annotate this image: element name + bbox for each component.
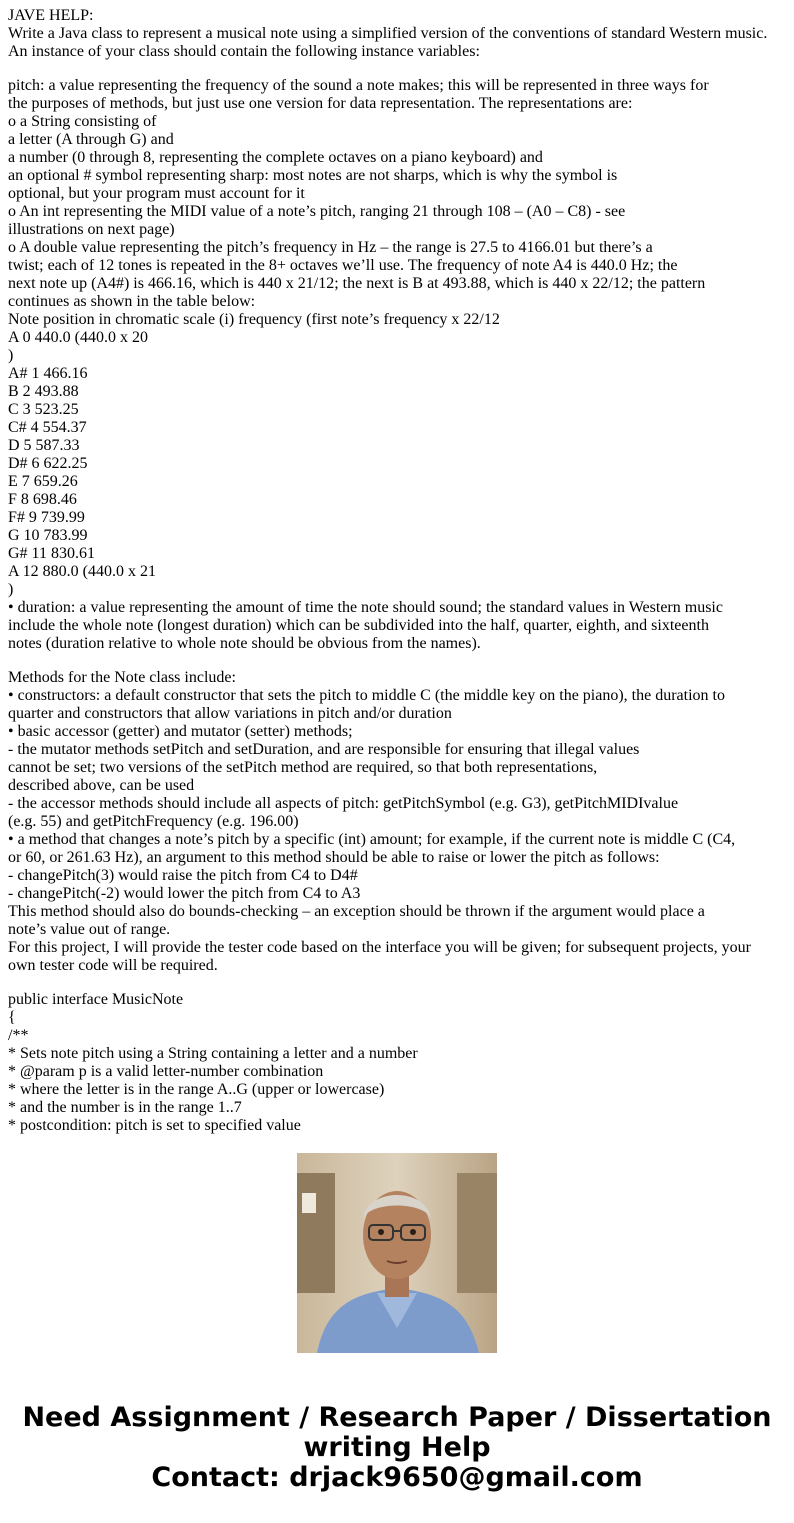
text-line: G 10 783.99 [8, 527, 88, 544]
text-line: continues as shown in the table below: [8, 293, 256, 310]
text-line: * where the letter is in the range A..G (upper or lowercase) [8, 1081, 385, 1098]
text-line: E 7 659.26 [8, 473, 78, 490]
text-line: quarter and constructors that allow variations in pitch and/or duration [8, 705, 452, 722]
portrait-image [297, 1153, 497, 1353]
paragraph [8, 7, 788, 61]
text-line: A# 1 466.16 [8, 365, 88, 382]
text-line: twist; each of 12 tones is repeated in the 8+ octaves we’ll use. The frequency of note A4 is 440.0 Hz; the [8, 257, 678, 274]
text-line: include the whole note (longest duration) which can be subdivided into the half, quarter, eighth, and sixteenth [8, 617, 709, 634]
text-line: Methods for the Note class include: [8, 669, 236, 686]
text-line: B 2 493.88 [8, 383, 79, 400]
text-line: ) [8, 581, 14, 598]
text-line: JAVE HELP: [8, 7, 94, 24]
text-line: G# 11 830.61 [8, 545, 95, 562]
text-line: o a String consisting of [8, 113, 157, 130]
text-line: o A double value representing the pitch’s frequency in Hz – the range is 27.5 to 4166.01 but there’s a [8, 239, 653, 256]
promo-footer [0, 1403, 794, 1493]
promo-line-1: Need Assignment / Research Paper / Dissertation [22, 1402, 772, 1433]
text-line: • a method that changes a note’s pitch by a specific (int) amount; for example, if the current note is middle C (C4, [8, 831, 736, 848]
text-line: /** [8, 1027, 29, 1044]
text-line: This method should also do bounds-checking – an exception should be thrown if the argument would place a [8, 903, 705, 920]
text-line: illustrations on next page) [8, 221, 175, 238]
text-line: An instance of your class should contain the following instance variables: [8, 43, 480, 60]
paragraph-gap [8, 61, 788, 77]
text-line: * @param p is a valid letter-number combination [8, 1063, 324, 1080]
paragraph [8, 669, 788, 975]
author-photo [297, 1153, 497, 1353]
text-line: or 60, or 261.63 Hz), an argument to this method should be able to raise or lower the pitch as follows: [8, 849, 660, 866]
text-line: the purposes of methods, but just use one version for data representation. The representations are: [8, 95, 633, 112]
text-line: * Sets note pitch using a String containing a letter and a number [8, 1045, 418, 1062]
paragraph-gap [8, 975, 788, 991]
text-line: a letter (A through G) and [8, 131, 174, 148]
text-line: note’s value out of range. [8, 921, 171, 938]
text-line: * and the number is in the range 1..7 [8, 1099, 242, 1116]
text-line: • basic accessor (getter) and mutator (setter) methods; [8, 723, 353, 740]
text-line: C# 4 554.37 [8, 419, 87, 436]
text-line: own tester code will be required. [8, 957, 218, 974]
text-line: notes (duration relative to whole note should be obvious from the names). [8, 635, 481, 652]
text-line: - changePitch(3) would raise the pitch from C4 to D4# [8, 867, 358, 884]
text-line: A 0 440.0 (440.0 x 20 [8, 329, 148, 346]
text-line: cannot be set; two versions of the setPitch method are required, so that both representations, [8, 759, 598, 776]
text-line: * postcondition: pitch is set to specified value [8, 1117, 301, 1134]
text-line: - changePitch(-2) would lower the pitch from C4 to A3 [8, 885, 361, 902]
promo-line-2: writing Help [303, 1432, 491, 1463]
question-document [8, 7, 788, 1134]
text-line: public interface MusicNote [8, 991, 184, 1008]
text-line: a number (0 through 8, representing the complete octaves on a piano keyboard) and [8, 149, 543, 166]
text-line: F 8 698.46 [8, 491, 77, 508]
text-line: Write a Java class to represent a musical note using a simplified version of the conventions of standard Western music. [8, 25, 768, 42]
paragraph [8, 991, 788, 1135]
text-line: F# 9 739.99 [8, 509, 85, 526]
text-line: D# 6 622.25 [8, 455, 88, 472]
text-line: • constructors: a default constructor that sets the pitch to middle C (the middle key on the piano), the duration to [8, 687, 725, 704]
text-line: D 5 587.33 [8, 437, 80, 454]
text-line: { [8, 1009, 16, 1026]
text-line: - the mutator methods setPitch and setDuration, and are responsible for ensuring that illegal values [8, 741, 640, 758]
text-line: described above, can be used [8, 777, 195, 794]
text-line: optional, but your program must account for it [8, 185, 305, 202]
contact-line: Contact: drjack9650@gmail.com [151, 1462, 643, 1493]
text-line: o An int representing the MIDI value of a note’s pitch, ranging 21 through 108 – (A0 – C8) - see [8, 203, 626, 220]
text-line: C 3 523.25 [8, 401, 79, 418]
text-line: - the accessor methods should include all aspects of pitch: getPitchSymbol (e.g. G3), getPitchMIDIvalue [8, 795, 679, 812]
text-line: an optional # symbol representing sharp: most notes are not sharps, which is why the symbol is [8, 167, 618, 184]
text-line: Note position in chromatic scale (i) frequency (first note’s frequency x 22/12 [8, 311, 500, 328]
paragraph-gap [8, 653, 788, 669]
text-line: A 12 880.0 (440.0 x 21 [8, 563, 156, 580]
paragraph [8, 77, 788, 653]
text-line: ) [8, 347, 14, 364]
text-line: For this project, I will provide the tester code based on the interface you will be given; for subsequent projects, your [8, 939, 751, 956]
text-line: next note up (A4#) is 466.16, which is 440 x 21/12; the next is B at 493.88, which is 440 x 22/12; the pattern [8, 275, 706, 292]
text-line: • duration: a value representing the amount of time the note should sound; the standard values in Western music [8, 599, 723, 616]
text-line: (e.g. 55) and getPitchFrequency (e.g. 196.00) [8, 813, 299, 830]
text-line: pitch: a value representing the frequency of the sound a note makes; this will be represented in three ways for [8, 77, 709, 94]
